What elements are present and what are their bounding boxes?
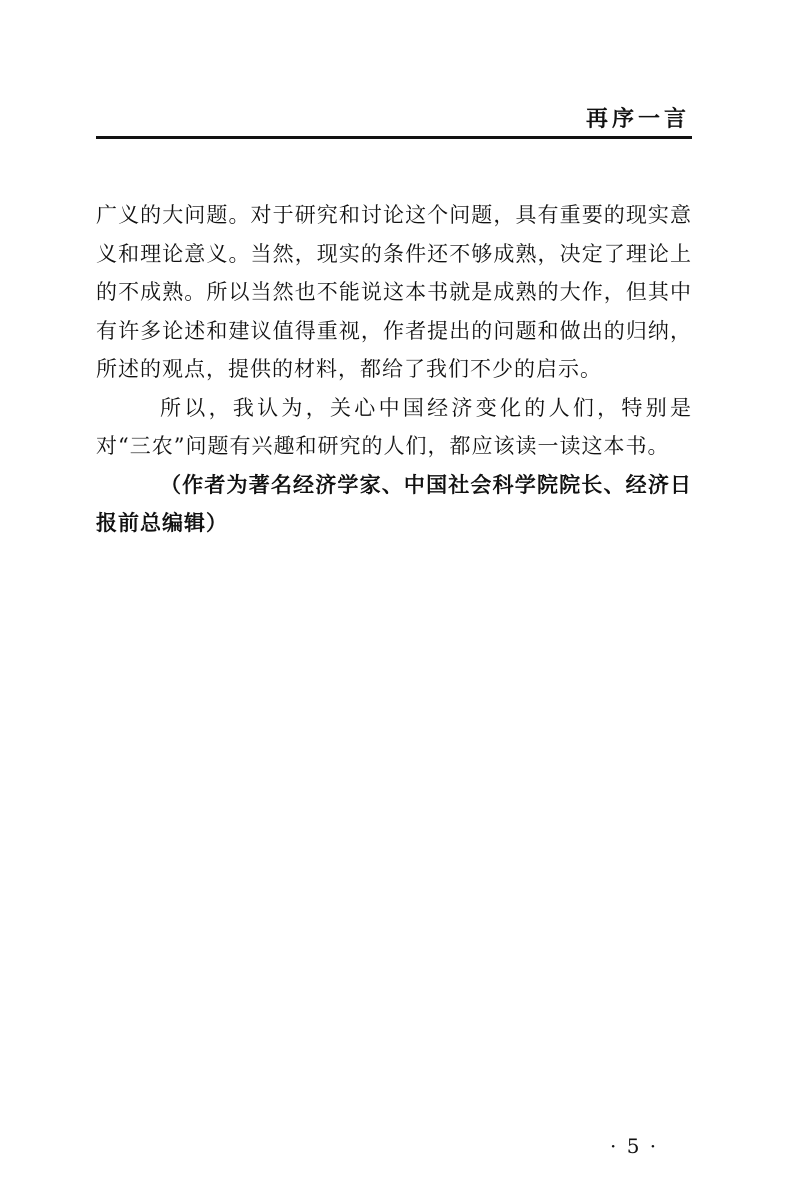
body-text xyxy=(96,196,692,543)
page-number: · 5 · xyxy=(610,1134,659,1158)
paragraph-1: 广义的大问题。对于研究和讨论这个问题，具有重要的现实意义和理论意义。当然，现实的条件还不够成熟，决定了理论上的不成熟。所以当然也不能说这本书就是成熟的大作，但其中有许多论述和建议值得重视，作者提出的问题和做出的归纳，所述的观点，提供的材料，都给了我们不少的启示。 xyxy=(96,203,692,381)
paragraph-2: 所以，我认为，关心中国经济变化的人们，特别是对“三农”问题有兴趣和研究的人们，都应该读一读这本书。 xyxy=(96,395,692,458)
author-note: （作者为著名经济学家、中国社会科学院院长、经济日报前总编辑） xyxy=(96,471,692,535)
running-header-title: 再序一言 xyxy=(585,106,690,132)
running-header xyxy=(96,96,692,139)
